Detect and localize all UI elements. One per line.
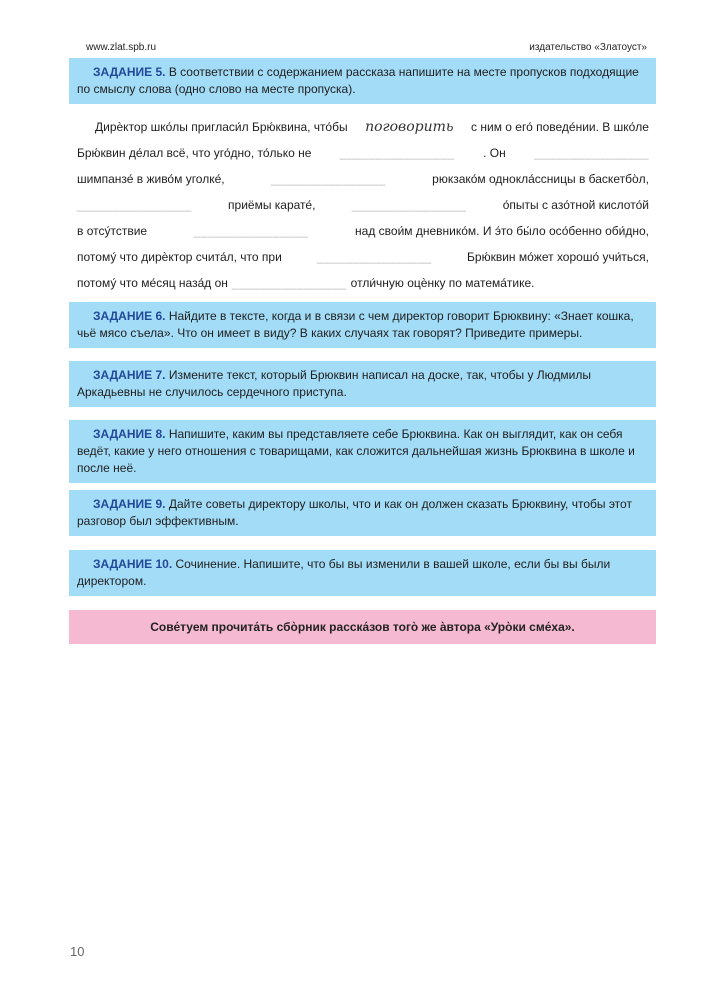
story-text: Дирѐктор шко́лы пригласи́л Брю́квина, что́бы (95, 120, 348, 134)
story-text: Брю́квин мо́жет хорошо́ учи́ться, (467, 250, 649, 264)
site-url: www.zlat.spb.ru (86, 42, 157, 53)
task-9-label: ЗАДАНИЕ 9. (93, 497, 166, 511)
task-5-text: В соответствии с содержанием рассказа напишите на месте пропусков подходящие по смыслу слова (одно слово на месте пропуска). (77, 65, 639, 96)
task-10-box (69, 550, 656, 596)
task-7-label: ЗАДАНИЕ 7. (93, 368, 166, 382)
story-line-6 (77, 244, 649, 270)
task-9-text: Дайте советы директору школы, что и как он должен сказать Брюквину, чтобы этот разговор был эффективным. (77, 497, 632, 528)
story-line-5 (77, 218, 649, 244)
task-8-label: ЗАДАНИЕ 8. (93, 427, 166, 441)
gap-fill-story (77, 114, 649, 296)
task-5-box (69, 58, 656, 104)
story-text: о́пыты с азо́тной кислото́й (502, 198, 649, 212)
story-line-3 (77, 166, 649, 192)
task-6-box (69, 302, 656, 348)
task-8-text: Напишите, каким вы представляете себе Брюквина. Как он выглядит, как он себя ведёт, какие у него отношения с товарищами, как сложится дальнейшая жизнь Брюквина в школе и после неё. (77, 427, 635, 475)
story-text: с ним о его́ поведе́нии. В шко́ле (471, 120, 649, 134)
blank-field[interactable]: ________________ (317, 250, 432, 264)
story-text: отли́чную оцѐнку по матема́тике. (350, 276, 535, 290)
task-5-label: ЗАДАНИЕ 5. (93, 65, 166, 79)
story-text: в отсу́тствие (77, 224, 148, 238)
blank-field[interactable]: ________________ (351, 198, 467, 212)
handwritten-answer: поговорить (365, 119, 454, 135)
story-text: Брю́квин де́лал всё, что уго́дно, то́лько не (77, 146, 312, 160)
task-9-box (69, 490, 656, 536)
blank-field[interactable]: ________________ (193, 224, 309, 238)
page-number: 10 (70, 944, 85, 959)
task-7-text: Измените текст, который Брюквин написал на доске, так, чтобы у Людмилы Аркадьевны не случилось сердечного приступа. (77, 368, 591, 399)
page-header (86, 42, 647, 56)
task-10-text: Сочинение. Напишите, что бы вы изменили в вашей школе, если бы вы были директором. (77, 557, 611, 588)
story-line-4 (77, 192, 649, 218)
story-text: приёмы карате́, (228, 198, 316, 212)
blank-field[interactable]: ________________ (339, 146, 455, 160)
story-line-1 (77, 114, 649, 140)
blank-field[interactable]: ________________ (77, 198, 192, 212)
task-7-box (69, 361, 656, 407)
reading-recommendation: Сове́туем прочита́ть сбо̀рник расска́зов того̀ же а̀втора «Уро̀ки сме́ха». (69, 610, 656, 644)
publisher-name: издательство «Златоуст» (529, 42, 647, 53)
story-text: рюкзако́м однокла́ссницы в баскетбо̀л, (432, 172, 649, 186)
task-6-text: Найдите в тексте, когда и в связи с чем директор говорит Брюквину: «Знает кошка, чьё мясо съела». Что он имеет в виду? В каких случаях так говорят? Приведите примеры. (77, 309, 634, 340)
blank-field[interactable]: ________________ (534, 146, 649, 160)
task-10-label: ЗАДАНИЕ 10. (93, 557, 173, 571)
story-text: шимпанзе́ в живо́м уголке́, (77, 172, 225, 186)
story-line-2 (77, 140, 649, 166)
story-text: потому́ что дирѐктор счита́л, что при (77, 250, 282, 264)
task-6-label: ЗАДАНИЕ 6. (93, 309, 166, 323)
story-line-7 (77, 270, 649, 296)
story-text: . Он (483, 146, 506, 160)
blank-field[interactable]: ________________ (270, 172, 386, 186)
task-8-box (69, 420, 656, 483)
story-text: над свои́м дневнико́м. И э́то бы́ло осо́бенно оби́дно, (355, 224, 649, 238)
story-text: потому́ что ме́сяц наза́д он (77, 276, 228, 290)
blank-field[interactable]: ________________ (231, 276, 347, 290)
